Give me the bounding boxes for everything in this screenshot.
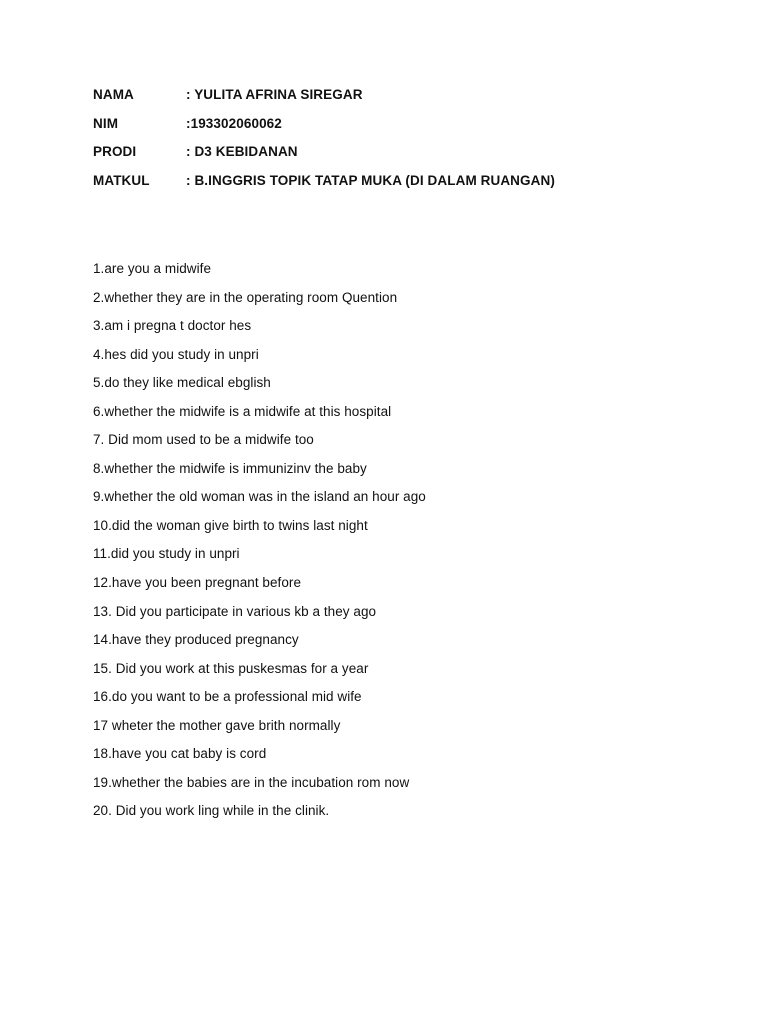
nama-label: NAMA	[93, 87, 134, 102]
question-item: 17 wheter the mother gave brith normally	[93, 717, 341, 733]
prodi-value: : D3 KEBIDANAN	[186, 144, 298, 160]
nama-value: : YULITA AFRINA SIREGAR	[186, 87, 363, 102]
student-info-header	[93, 87, 713, 201]
nim-label: NIM	[93, 115, 119, 131]
info-row-nim	[93, 116, 713, 145]
question-item: 6.whether the midwife is a midwife at this hospital	[93, 403, 392, 419]
nim-value: :193302060062	[186, 115, 282, 131]
question-item: 20. Did you work ling while in the clinik.	[93, 803, 330, 819]
question-item: 8.whether the midwife is immunizinv the baby	[93, 460, 367, 476]
prodi-label: PRODI	[93, 144, 137, 160]
question-item: 11.did you study in unpri	[93, 546, 240, 562]
question-item: 10.did the woman give birth to twins last night	[93, 517, 368, 533]
matkul-value: : B.INGGRIS TOPIK TATAP MUKA (DI DALAM RUANGAN)	[186, 172, 555, 188]
question-item: 2.whether they are in the operating room Quention	[93, 289, 398, 305]
question-item: 16.do you want to be a professional mid wife	[93, 689, 362, 705]
question-item: 19.whether the babies are in the incubation rom now	[93, 774, 410, 790]
question-item: 1.are you a midwife	[93, 261, 212, 276]
question-item: 7. Did mom used to be a midwife too	[93, 432, 314, 448]
question-item: 5.do they like medical ebglish	[93, 375, 271, 391]
question-item: 12.have you been pregnant before	[93, 575, 302, 591]
question-list	[93, 260, 713, 831]
question-item: 14.have they produced pregnancy	[93, 632, 299, 648]
info-row-matkul	[93, 173, 713, 202]
question-item: 18.have you cat baby is cord	[93, 746, 267, 762]
question-item: 13. Did you participate in various kb a they ago	[93, 603, 377, 619]
matkul-label: MATKUL	[93, 172, 150, 188]
question-item: 15. Did you work at this puskesmas for a year	[93, 660, 369, 676]
question-item: 4.hes did you study in unpri	[93, 346, 259, 362]
question-item: 9.whether the old woman was in the island an hour ago	[93, 489, 426, 505]
info-row-nama	[93, 87, 713, 116]
info-row-prodi	[93, 144, 713, 173]
question-item: 3.am i pregna t doctor hes	[93, 318, 252, 334]
